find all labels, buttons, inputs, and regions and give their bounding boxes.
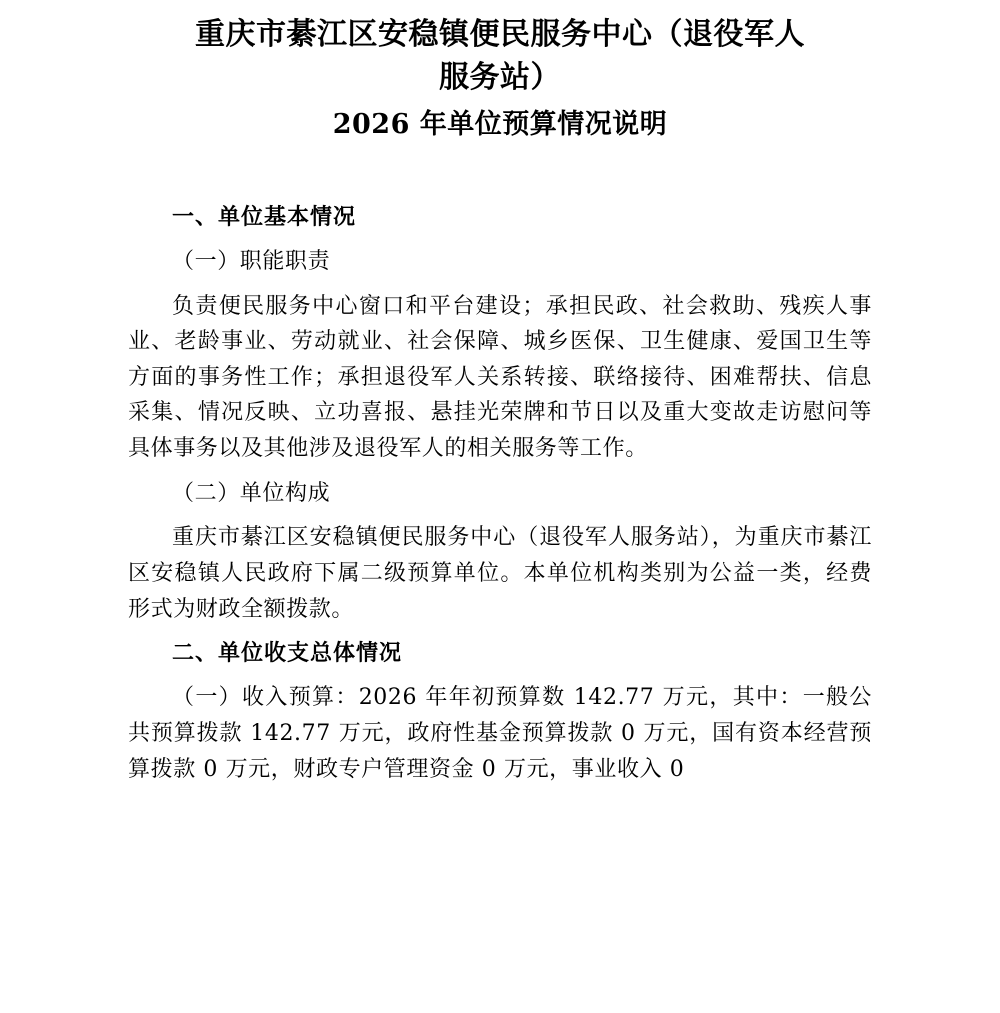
spacer <box>128 235 872 244</box>
section-heading-1: 一、单位基本情况 <box>172 204 357 230</box>
page-title <box>128 14 872 99</box>
spacer <box>128 467 872 476</box>
sub-heading-1-1: （一）职能职责 <box>172 248 331 274</box>
sub-heading-1-2: （二）单位构成 <box>172 480 331 506</box>
spacer <box>128 627 872 636</box>
page-title-line-2: 服务站） <box>439 59 561 95</box>
paragraph-1-2: 重庆市綦江区安稳镇便民服务中心（退役军人服务站），为重庆市綦江区安稳镇人民政府下属二级预算单位。本单位机构类别为公益一类，经费形式为财政全额拨款。 <box>128 525 872 622</box>
spacer <box>128 511 872 520</box>
section-heading-2: 二、单位收支总体情况 <box>172 641 403 667</box>
title-spacer <box>128 146 872 200</box>
page-title-line-1: 重庆市綦江区安稳镇便民服务中心（退役军人 <box>195 17 805 52</box>
page-subtitle: 2026 年单位预算情况说明 <box>332 109 668 141</box>
spacer <box>128 671 872 680</box>
paragraph-2-1: （一）收入预算：2026 年年初预算数 142.77 万元，其中：一般公共预算拨款 142.77 万元，政府性基金预算拨款 0 万元，国有资本经营预算拨款 0 万元，财政专户管理资金 0 万元，事业收入 0 <box>128 685 872 782</box>
paragraph-1-1: 负责便民服务中心窗口和平台建设；承担民政、社会救助、残疾人事业、老龄事业、劳动就业、社会保障、城乡医保、卫生健康、爱国卫生等方面的事务性工作；承担退役军人关系转接、联络接待、困难帮扶、信息采集、情况反映、立功喜报、悬挂光荣牌和节日以及重大变故走访慰问等具体事务以及其他涉及退役军人的相关服务等工作。 <box>128 293 872 461</box>
spacer <box>128 280 872 289</box>
